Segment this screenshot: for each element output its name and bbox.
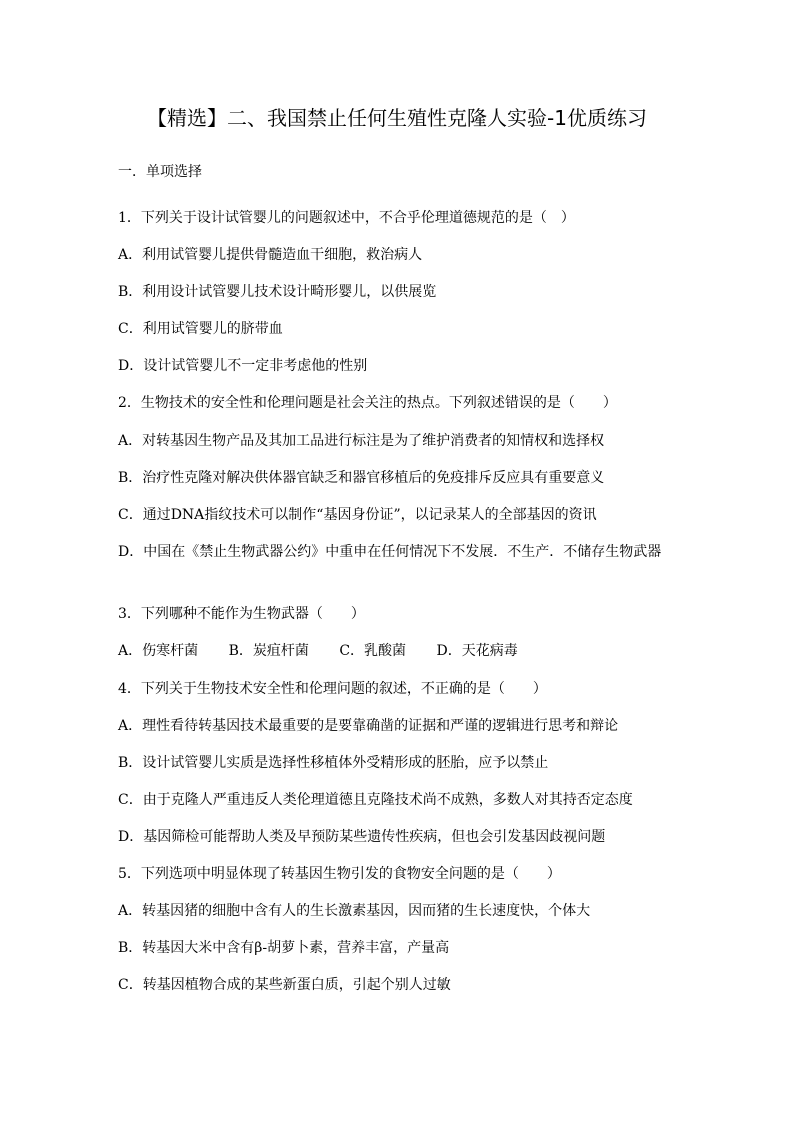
question-2-stem: 2．生物技术的安全性和伦理问题是社会关注的热点。下列叙述错误的是（ ） (118, 395, 617, 411)
question-3-option-c: C．乳酸菌 (339, 643, 407, 659)
question-5-option-b: B．转基因大米中含有β-胡萝卜素，营养丰富，产量高 (118, 940, 450, 956)
section-heading: 一．单项选择 (118, 164, 202, 180)
question-3-option-b: B．炭疽杆菌 (228, 643, 309, 659)
question-4-stem: 4．下列关于生物技术安全性和伦理问题的叙述，不正确的是（ ） (118, 681, 547, 697)
question-1-option-b: B．利用设计试管婴儿技术设计畸形婴儿，以供展览 (118, 284, 437, 300)
question-4-option-c: C．由于克隆人严重违反人类伦理道德且克隆技术尚不成熟，多数人对其持否定态度 (118, 792, 633, 808)
question-1-option-d: D．设计试管婴儿不一定非考虑他的性别 (118, 358, 368, 374)
question-2-option-a: A．对转基因生物产品及其加工品进行标注是为了维护消费者的知情权和选择权 (118, 433, 605, 449)
question-3-stem: 3．下列哪种不能作为生物武器（ ） (118, 606, 365, 622)
question-1-stem: 1．下列关于设计试管婴儿的问题叙述中，不合乎伦理道德规范的是（ ） (118, 210, 575, 226)
document-title: 【精选】二、我国禁止任何生殖性克隆人实验-1优质练习 (147, 106, 647, 130)
question-3-option-a: A．伤寒杆菌 (118, 643, 199, 659)
question-4-option-a: A．理性看待转基因技术最重要的是要靠确凿的证据和严谨的逻辑进行思考和辩论 (118, 718, 619, 734)
question-1-option-a: A．利用试管婴儿提供骨髓造血干细胞，救治病人 (118, 247, 423, 263)
question-3-option-d: D．天花病毒 (436, 643, 518, 659)
question-5-stem: 5．下列选项中明显体现了转基因生物引发的食物安全问题的是（ ） (118, 866, 561, 882)
question-5-option-c: C．转基因植物合成的某些新蛋白质，引起个别人过敏 (118, 977, 451, 993)
question-2-option-c: C．通过DNA指纹技术可以制作“基因身份证”，以记录某人的全部基因的资讯 (118, 507, 597, 523)
question-3-options (118, 640, 678, 662)
question-4-option-d: D．基因筛检可能帮助人类及早预防某些遗传性疾病，但也会引发基因歧视问题 (118, 829, 606, 845)
question-5-option-a: A．转基因猪的细胞中含有人的生长激素基因，因而猪的生长速度快，个体大 (118, 903, 591, 919)
question-2-option-d: D．中国在《禁止生物武器公约》中重申在任何情况下不发展．不生产．不储存生物武器 (118, 544, 662, 560)
question-2-option-b: B．治疗性克隆对解决供体器官缺乏和器官移植后的免疫排斥反应具有重要意义 (118, 470, 605, 486)
question-4-option-b: B．设计试管婴儿实质是选择性移植体外受精形成的胚胎，应予以禁止 (118, 755, 549, 771)
question-1-option-c: C．利用试管婴儿的脐带血 (118, 321, 283, 337)
